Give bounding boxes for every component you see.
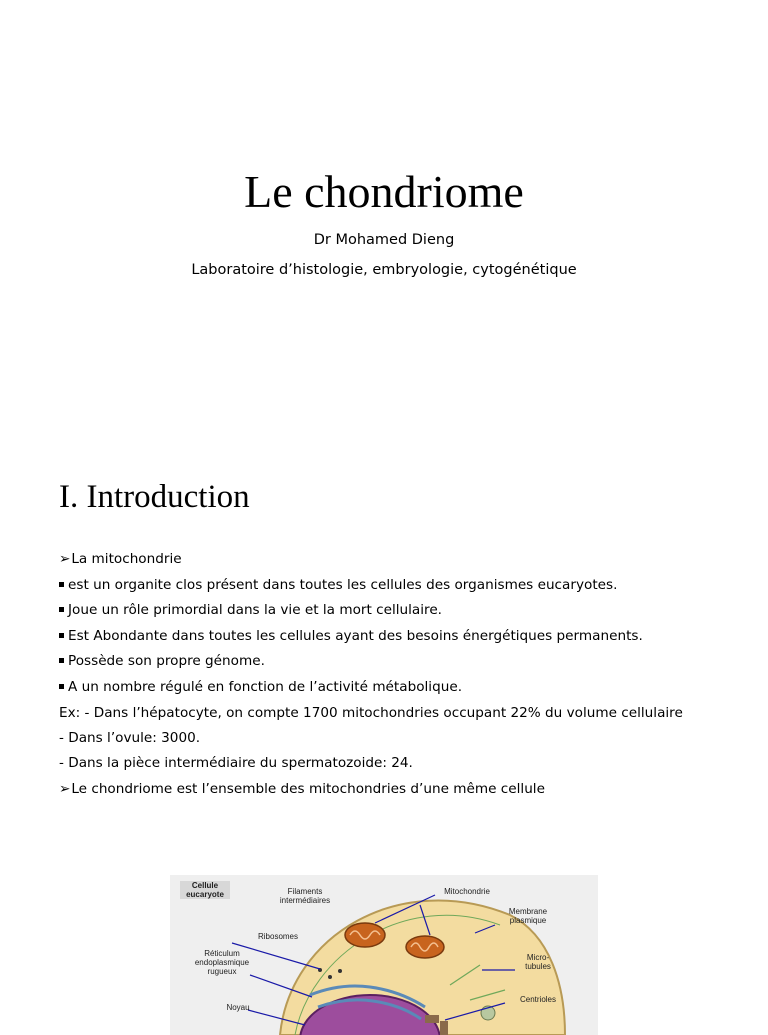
- line-text: Est Abondante dans toutes les cellules ayant des besoins énergétiques permanents.: [68, 628, 643, 644]
- mitochondria-label: Mitochondrie: [444, 887, 490, 896]
- bullet-line-3: [59, 626, 643, 646]
- ribosome-dot: [338, 969, 342, 973]
- slide-title: Le chondriome: [244, 166, 524, 217]
- eukaryotic-cell-figure: [170, 875, 598, 1035]
- line-text: La mitochondrie: [71, 551, 182, 567]
- author-name: Dr Mohamed Dieng: [313, 232, 455, 248]
- line-text: Le chondriome est l’ensemble des mitochondries d’une même cellule: [71, 781, 545, 797]
- nucleus-label: Noyau: [226, 1003, 250, 1012]
- bullet-line-1: [59, 575, 617, 595]
- arrow-bullet-icon: ➢: [59, 551, 71, 567]
- square-bullet-icon: [59, 658, 64, 663]
- bullet-arrow-2: [59, 779, 545, 799]
- centrioles-label: Centrioles: [519, 995, 556, 1004]
- example-line-1: Ex: - Dans l’hépatocyte, on compte 1700 mitochondries occupant 22% du volume cellulaire: [59, 705, 683, 721]
- example-line-3: - Dans la pièce intermédiaire du spermatozoide: 24.: [59, 755, 413, 771]
- line-text: A un nombre régulé en fonction de l’activité métabolique.: [68, 679, 463, 695]
- bullet-line-5: [59, 677, 462, 697]
- bullet-line-2: [59, 600, 442, 620]
- bullet-arrow-1: [59, 549, 182, 569]
- square-bullet-icon: [59, 582, 64, 587]
- square-bullet-icon: [59, 684, 64, 689]
- title-slide: [0, 0, 768, 430]
- ribosomes-label: Ribosomes: [257, 932, 298, 941]
- cell-type-label: Cellule eucaryote: [180, 881, 230, 899]
- ribosome-dot: [328, 975, 332, 979]
- square-bullet-icon: [59, 607, 64, 612]
- arrow-bullet-icon: ➢: [59, 781, 71, 797]
- reticulum-label: Réticulum endoplasmique rugueux: [194, 949, 250, 976]
- line-text: Possède son propre génome.: [68, 653, 265, 669]
- lab-name: Laboratoire d’histologie, embryologie, cytogénétique: [191, 262, 577, 278]
- section-heading: I. Introduction: [59, 479, 250, 515]
- example-line-2: - Dans l’ovule: 3000.: [59, 730, 201, 746]
- centriole-icon: [425, 1015, 439, 1023]
- line-text: Joue un rôle primordial dans la vie et la mort cellulaire.: [68, 602, 443, 618]
- mitochondria-icon: [345, 923, 385, 947]
- centriole-icon: [440, 1021, 448, 1035]
- microtubules-label: Micro-tubules: [525, 953, 551, 971]
- membrane-label: Membrane plasmique: [508, 907, 548, 925]
- square-bullet-icon: [59, 633, 64, 638]
- line-text: est un organite clos présent dans toutes les cellules des organismes eucaryotes.: [68, 577, 618, 593]
- filaments-label: Filaments intermédiaires: [279, 887, 331, 905]
- bullet-line-4: [59, 651, 265, 671]
